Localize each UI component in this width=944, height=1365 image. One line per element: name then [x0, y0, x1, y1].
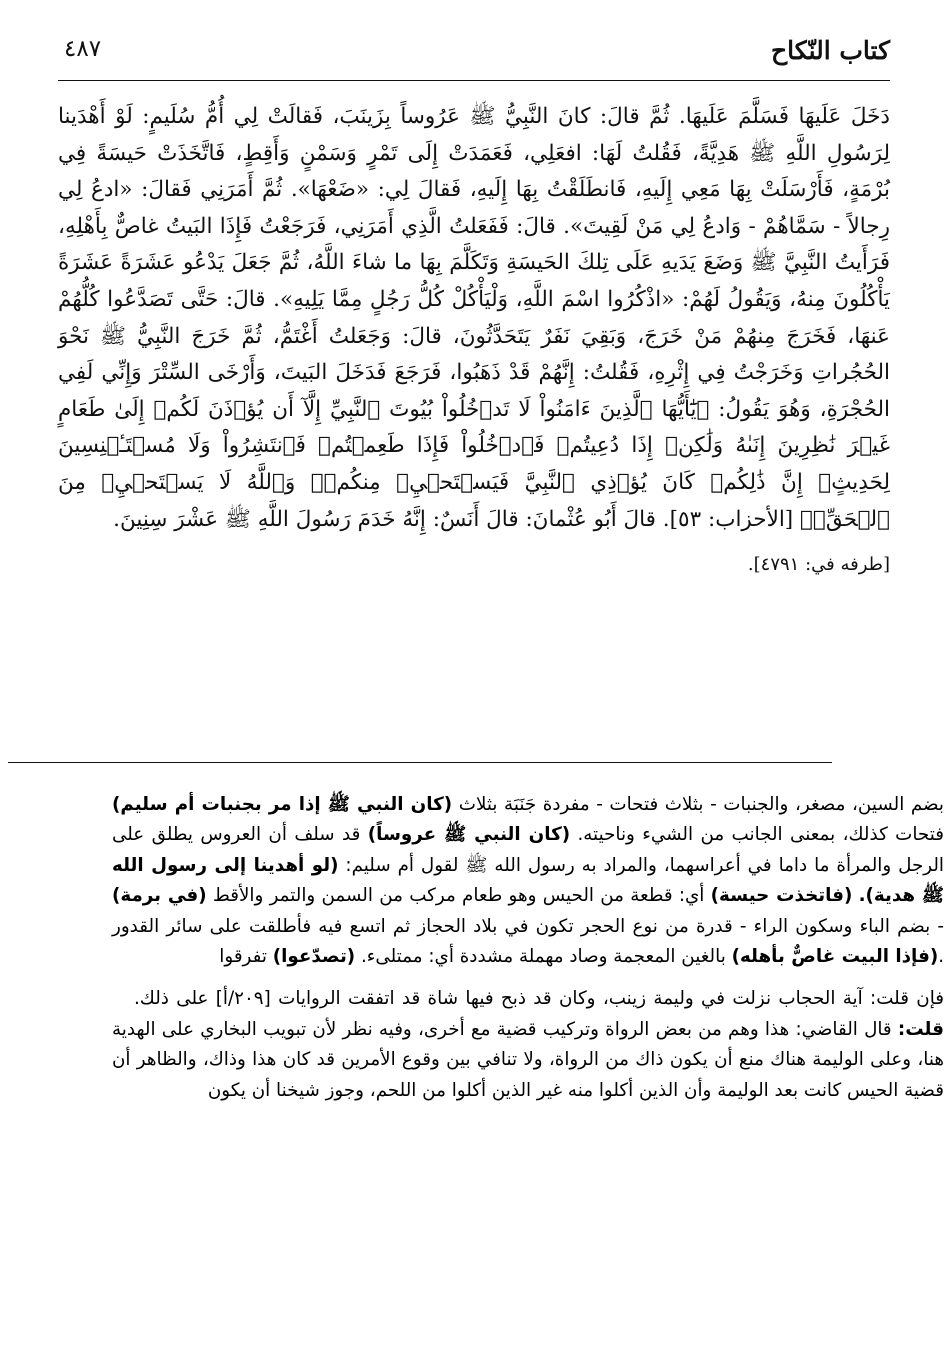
commentary-lemma: (فاتخذت حيسة)	[710, 885, 853, 907]
cross-reference: [طرفه في: ٤٧٩١].	[747, 554, 890, 576]
footnote-divider	[8, 762, 832, 763]
book-page	[58, 28, 890, 578]
commentary-paragraph-2	[112, 984, 944, 1106]
hadith-conclusion: [الأحزاب: ٥٣]. قالَ أَبُو عُثْمانَ: قالَ أَنَسٌ: إِنَّهُ خَدَمَ رَسُولَ اللَّهِ ﷺ عَشْرَ سِنِينَ.	[113, 506, 801, 532]
commentary-lemma: قلت:	[897, 1018, 944, 1040]
commentary-lemma: (في برمة)	[112, 885, 207, 907]
hadith-narration: دَخَلَ عَلَيهَا فَسَلَّمَ عَلَيهَا. ثُمَّ قالَ: كانَ النَّبِيُّ ﷺ عَرُوساً بِزَينَبَ، فَقالَتْ لِي أُمُّ سُلَيمٍ: لَوْ أَهْدَينا لِرَسُولِ اللَّهِ ﷺ هَدِيَّةً، فَقُلتُ لَهَا: افعَلِي، فَعَمَدَتْ إِلَى تَمْرٍ وَسَمْنٍ وَأَقِطٍ، فَاتَّخَذَتْ حَيسَةً فِي بُرْمَةٍ، فَأَرْسَلَتْ بِهَا مَعِي إِلَيهِ، فَانطَلَقْتُ بِهَا إِلَيهِ، فَقالَ لِي: «ضَعْهَا». ثُمَّ أَمَرَنِي فَقالَ: «ادعُ لِي رِجالاً - سَمَّاهُمْ - وَادعُ لِي مَنْ لَقِيتَ». قالَ: فَفَعَلتُ الَّذِي أَمَرَنِي، فَرَجَعْتُ فَإِذَا البَيتُ غاصٌّ بِأَهْلِهِ، فَرَأَيتُ النَّبِيَّ ﷺ وَضَعَ يَدَيهِ عَلَى تِلكَ الحَيسَةِ وَتَكَلَّمَ بِهَا ما شاءَ اللَّهُ، ثُمَّ جَعَلَ يَدْعُو عَشَرَةً عَشَرَةً يَأْكُلُونَ مِنهُ، وَيَقُولُ لَهُمْ: «اذْكُرُوا اسْمَ اللَّهِ، وَلْيَأْكُلْ كُلُّ رَجُلٍ مِمَّا يَلِيهِ». قالَ: حَتَّى تَصَدَّعُوا كُلُّهُمْ عَنهَا، فَخَرَجَ مِنهُمْ مَنْ خَرَجَ، وَبَقِيَ نَفَرٌ يَتَحَدَّثُونَ، قالَ: وَجَعَلتُ أَغْتَمُّ، ثُمَّ خَرَجَ النَّبِيُّ ﷺ نَحْوَ الحُجُراتِ وَخَرَجْتُ فِي إِثْرِهِ، فَقُلتُ: إِنَّهُمْ قَدْ ذَهَبُوا، فَرَجَعَ فَدَخَلَ البَيتَ، وَأَرْخَى السِّتْرَ وَإِنِّي لَفِي الحُجْرَةِ، وَهُوَ يَقُولُ:	[58, 104, 890, 422]
book-title: كتاب النّكاح	[771, 36, 890, 65]
commentary-text: فإن قلت: آية الحجاب نزلت في وليمة زينب، وكان قد ذبح فيها شاة قد اتفقت الروايات [٢٠٩/أ] على ذلك.	[134, 988, 944, 1010]
commentary-lemma: (كان النبي ﷺ إذا مر بجنبات أم سليم)	[112, 794, 453, 815]
commentary-lemma: (تصدّعوا)	[272, 946, 356, 968]
quran-verse: ﴿يَٰٓأَيُّهَا ٱلَّذِينَ ءَامَنُواْ لَا تَدۡخُلُواْ بُيُوتَ ٱلنَّبِيِّ إِلَّآ أَن يُؤۡذَنَ لَكُمۡ إِلَىٰ طَعَامٍ غَيۡرَ نَٰظِرِينَ إِنَىٰهُ وَلَٰكِنۡ إِذَا دُعِيتُمۡ فَٱدۡخُلُواْ فَإِذَا طَعِمۡتُمۡ فَٱنتَشِرُواْ وَلَا مُسۡتَـٔۡنِسِينَ لِحَدِيثٍۚ إِنَّ ذَٰلِكُمۡ كَانَ يُؤۡذِي ٱلنَّبِيَّ فَيَسۡتَحۡيِۦ مِنكُمۡۖ وَٱللَّهُ لَا يَسۡتَحۡيِۦ مِنَ ٱلۡحَقِّۚ﴾	[58, 396, 890, 532]
commentary-text: بالغين المعجمة وصاد مهملة مشددة أي: ممتلىء.	[355, 946, 732, 968]
commentary-paragraph-1	[112, 790, 944, 972]
commentary-text: قد سلف أن العروس يطلق على الرجل والمرأة ما داما في أعراسهما، والمراد به رسول الله ﷺ لقول أم سليم:	[112, 824, 944, 876]
page-number: ٤٨٧	[64, 36, 102, 62]
hadith-text	[58, 99, 890, 578]
hadith-paragraph	[58, 99, 890, 538]
commentary-lemma: (كان النبي ﷺ عروساً)	[367, 824, 571, 846]
commentary-text: - بضم الباء وسكون الراء - قدرة من نوع الحجر تكون في بلاد الحجاز ثم اتسع فيه فأطلقت على سائر القدور	[112, 915, 944, 937]
commentary-text: بضم السين، مصغر، والجنبات - بثلاث فتحات - مفردة جَنَبَة بثلاث فتحات كذلك، بمعنى الجانب من الشيء وناحيته.	[452, 794, 944, 846]
commentary-text: أي: قطعة من الحيس وهو طعام مركب من السمن والتمر والأقط	[206, 885, 711, 907]
commentary-text: قال القاضي: هذا وهم من بعض الرواة وتركيب قضية مع أخرى، وفيه نظر لأن تبويب البخاري على الهدية هنا، وعلى الوليمة هناك منع أن يكون ذاك من الرواة، ولا تنافي بين وقوع الأمرين قد كان هذا وذاك، والظاهر أن قضية الحيس كانت بعد الوليمة وأن الذين أكلوا منه غير الذين أكلوا من اللحم، وجوز شيخنا أن يكون	[112, 1018, 944, 1101]
commentary	[112, 790, 944, 1106]
commentary-lemma: (فإذا البيت غاصٌّ بأهله)	[731, 946, 939, 968]
commentary-lemma: (لو أهدينا إلى رسول الله ﷺ هدية).	[112, 854, 944, 907]
page-header	[58, 28, 890, 81]
commentary-text: تفرقوا.	[219, 946, 944, 968]
